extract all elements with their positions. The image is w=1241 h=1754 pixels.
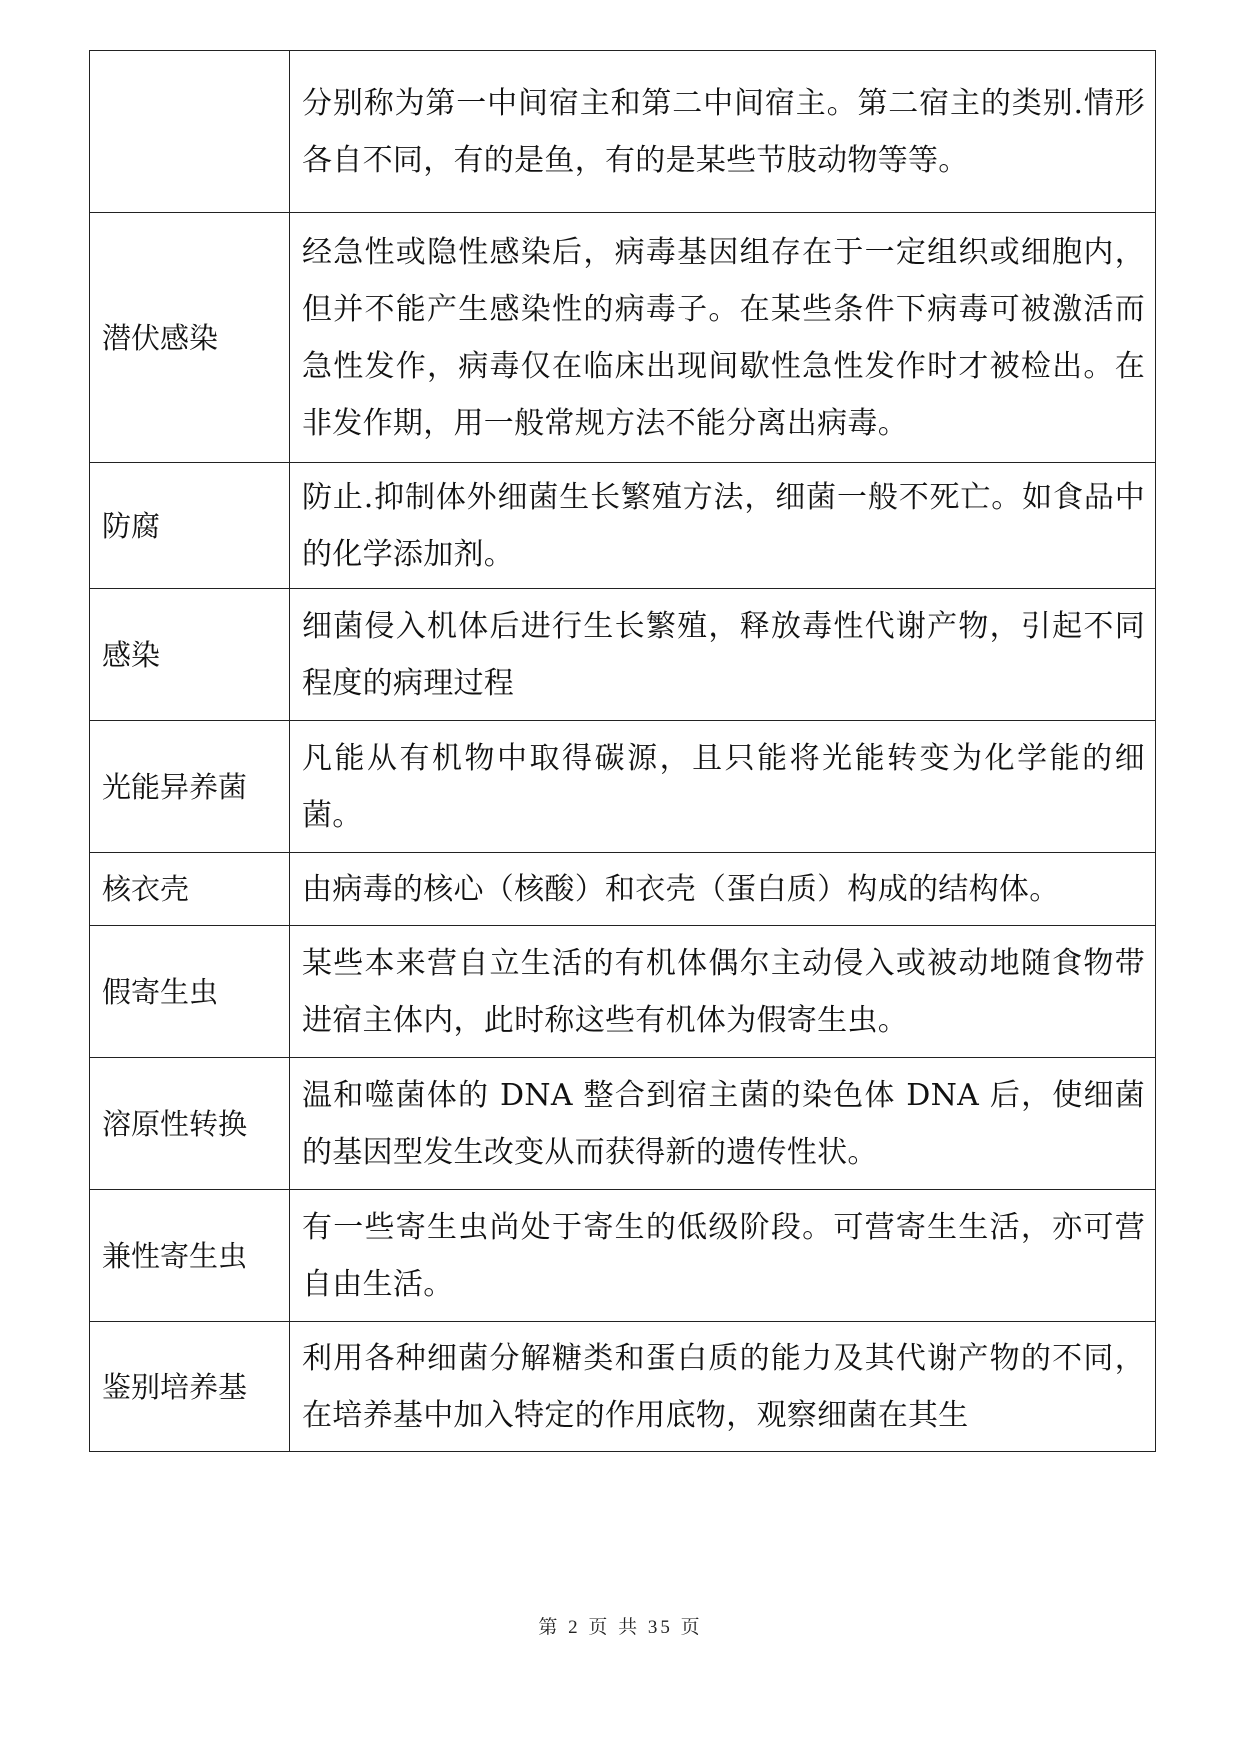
page-number-footer: 第 2 页 共 35 页 <box>538 1617 703 1638</box>
definition-cell: 有一些寄生虫尚处于寄生的低级阶段。可营寄生生活，亦可营自由生活。 <box>290 1190 1156 1322</box>
table-row <box>90 926 1156 1058</box>
definition-cell: 分别称为第一中间宿主和第二中间宿主。第二宿主的类别.情形各自不同，有的是鱼，有的是某些节肢动物等等。 <box>290 51 1156 213</box>
term-cell: 假寄生虫 <box>90 926 290 1058</box>
term-cell: 核衣壳 <box>90 853 290 926</box>
definition-cell: 凡能从有机物中取得碳源，且只能将光能转变为化学能的细菌。 <box>290 721 1156 853</box>
table-row <box>90 51 1156 213</box>
table-row <box>90 721 1156 853</box>
table-row <box>90 1190 1156 1322</box>
definition-cell: 防止.抑制体外细菌生长繁殖方法，细菌一般不死亡。如食品中的化学添加剂。 <box>290 463 1156 589</box>
term-cell <box>90 51 290 213</box>
term-cell: 光能异养菌 <box>90 721 290 853</box>
term-cell: 感染 <box>90 589 290 721</box>
definition-cell: 利用各种细菌分解糖类和蛋白质的能力及其代谢产物的不同，在培养基中加入特定的作用底物，观察细菌在其生 <box>290 1322 1156 1452</box>
table-row <box>90 589 1156 721</box>
term-cell: 鉴别培养基 <box>90 1322 290 1452</box>
table-row <box>90 463 1156 589</box>
term-cell: 潜伏感染 <box>90 213 290 463</box>
term-cell: 溶原性转换 <box>90 1058 290 1190</box>
definition-cell: 温和噬菌体的 DNA 整合到宿主菌的染色体 DNA 后，使细菌的基因型发生改变从而获得新的遗传性状。 <box>290 1058 1156 1190</box>
table-row <box>90 1322 1156 1452</box>
glossary-table <box>89 50 1156 1452</box>
definition-cell: 某些本来营自立生活的有机体偶尔主动侵入或被动地随食物带进宿主体内，此时称这些有机体为假寄生虫。 <box>290 926 1156 1058</box>
table-row <box>90 1058 1156 1190</box>
term-cell: 兼性寄生虫 <box>90 1190 290 1322</box>
definition-cell: 经急性或隐性感染后，病毒基因组存在于一定组织或细胞内，但并不能产生感染性的病毒子。在某些条件下病毒可被激活而急性发作，病毒仅在临床出现间歇性急性发作时才被检出。在非发作期，用一般常规方法不能分离出病毒。 <box>290 213 1156 463</box>
definition-cell: 由病毒的核心（核酸）和衣壳（蛋白质）构成的结构体。 <box>290 853 1156 926</box>
definition-cell: 细菌侵入机体后进行生长繁殖，释放毒性代谢产物，引起不同程度的病理过程 <box>290 589 1156 721</box>
table-row <box>90 213 1156 463</box>
term-cell: 防腐 <box>90 463 290 589</box>
table-row <box>90 853 1156 926</box>
